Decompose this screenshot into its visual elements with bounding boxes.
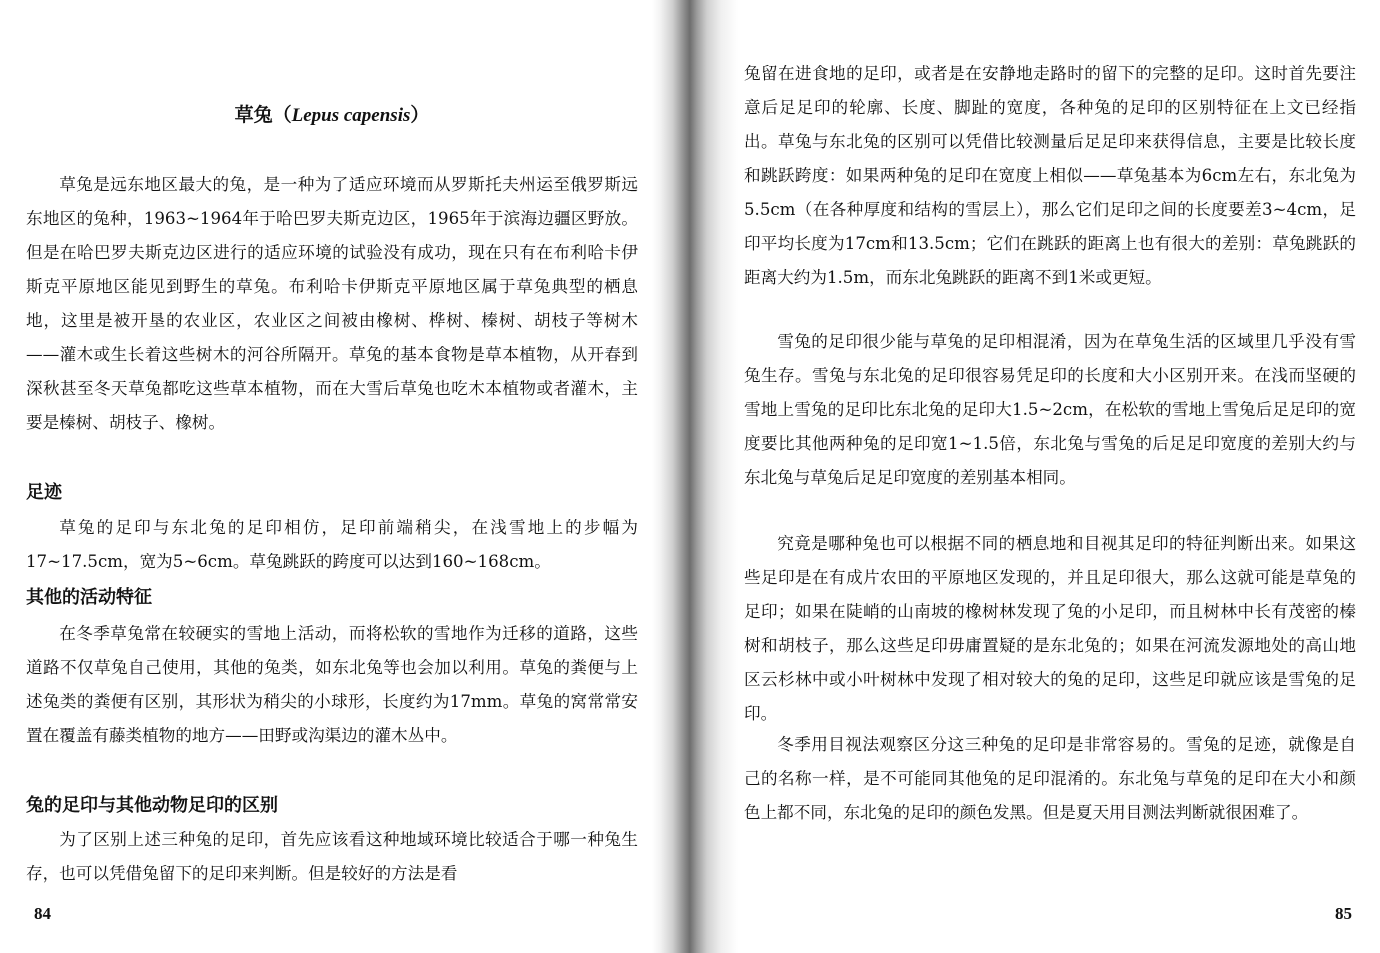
- activity-paragraph-block: [26, 617, 638, 753]
- title-latin-name: Lepus capensis: [291, 105, 411, 126]
- section-heading-other-activity: 其他的活动特征: [26, 587, 152, 608]
- right-paragraph-2-block: [744, 325, 1356, 495]
- section-heading-track-differences: 兔的足印与其他动物足印的区别: [26, 795, 278, 816]
- right-paragraph-1-block: [744, 57, 1356, 295]
- right-paragraph-2: 雪兔的足印很少能与草兔的足印相混淆，因为在草兔生活的区域里几乎没有雪兔生存。雪兔与东北兔的足印很容易凭足印的长度和大小区别开来。在浅而坚硬的雪地上雪兔的足印比东北兔的足印大1.5~2cm，在松软的雪地上雪兔后足足印的宽度要比其他两种兔的足印宽1~1.5倍，东北兔与雪兔的后足足印宽度的差别大约与东北兔与草兔后足足印宽度的差别基本相同。: [744, 332, 1356, 487]
- right-paragraph-4: 冬季用目视法观察区分这三种兔的足印是非常容易的。雪兔的足迹，就像是自己的名称一样，是不可能同其他兔的足印混淆的。东北兔与草兔的足印在大小和颜色上都不同，东北兔的足印的颜色发黑。但是夏天用目测法判断就很困难了。: [744, 735, 1356, 822]
- section-heading-tracks: 足迹: [26, 482, 62, 503]
- book-gutter-shadow: [652, 0, 738, 953]
- title-close-paren: ）: [410, 104, 430, 126]
- right-paragraph-3-block: [744, 527, 1356, 731]
- page-number-left: 84: [34, 904, 51, 923]
- left-page: [26, 0, 638, 953]
- right-paragraph-1: 兔留在进食地的足印，或者是在安静地走路时的留下的完整的足印。这时首先要注意后足足印的轮廓、长度、脚趾的宽度，各种兔的足印的区别特征在上文已经指出。草兔与东北兔的区别可以凭借比较测量后足足印来获得信息，主要是比较长度和跳跃跨度：如果两种兔的足印在宽度上相似——草兔基本为6cm左右，东北兔为5.5cm（在各种厚度和结构的雪层上），那么它们足印之间的长度要差3~4cm，足印平均长度为17cm和13.5cm；它们在跳跃的距离上也有很大的差别：草兔跳跃的距离大约为1.5m，而东北兔跳跃的距离不到1米或更短。: [744, 64, 1356, 287]
- title-chinese: 草兔（: [234, 104, 292, 126]
- activity-paragraph: 在冬季草兔常在较硬实的雪地上活动，而将松软的雪地作为迁移的道路，这些道路不仅草兔自己使用，其他的兔类，如东北兔等也会加以利用。草兔的粪便与上述兔类的粪便有区别，其形状为稍尖的小球形，长度约为17mm。草兔的窝常常安置在覆盖有藤类植物的地方——田野或沟渠边的灌木丛中。: [26, 624, 638, 745]
- differences-paragraph: 为了区别上述三种兔的足印，首先应该看这种地域环境比较适合于哪一种兔生存，也可以凭借兔留下的足印来判断。但是较好的方法是看: [26, 830, 638, 883]
- right-paragraph-4-block: [744, 728, 1356, 830]
- tracks-paragraph: 草兔的足印与东北兔的足印相仿，足印前端稍尖，在浅雪地上的步幅为17~17.5cm，宽为5~6cm。草兔跳跃的跨度可以达到160~168cm。: [26, 518, 638, 571]
- intro-paragraph-block: [26, 168, 638, 440]
- page-number-right: 85: [1335, 904, 1352, 923]
- right-page: [744, 0, 1356, 953]
- tracks-paragraph-block: [26, 511, 638, 579]
- differences-paragraph-block: [26, 823, 638, 891]
- intro-paragraph: 草兔是远东地区最大的兔，是一种为了适应环境而从罗斯托夫州运至俄罗斯远东地区的兔种，1963~1964年于哈巴罗夫斯克边区，1965年于滨海边疆区野放。但是在哈巴罗夫斯克边区进行的适应环境的试验没有成功，现在只有在布利哈卡伊斯克平原地区能见到野生的草兔。布利哈卡伊斯克平原地区属于草兔典型的栖息地，这里是被开垦的农业区，农业区之间被由橡树、桦树、榛树、胡枝子等树木——灌木或生长着这些树木的河谷所隔开。草兔的基本食物是草本植物，从开春到深秋甚至冬天草兔都吃这些草本植物，而在大雪后草兔也吃木本植物或者灌木，主要是榛树、胡枝子、橡树。: [26, 175, 638, 432]
- article-title: [26, 100, 638, 131]
- right-paragraph-3: 究竟是哪种兔也可以根据不同的栖息地和目视其足印的特征判断出来。如果这些足印是在有成片农田的平原地区发现的，并且足印很大，那么这就可能是草兔的足印；如果在陡峭的山南坡的橡树林发现了兔的小足印，而且树林中长有茂密的榛树和胡枝子，那么这些足印毋庸置疑的是东北兔的；如果在河流发源地处的高山地区云杉林中或小叶树林中发现了相对较大的兔的足印，这些足印就应该是雪兔的足印。: [744, 534, 1356, 723]
